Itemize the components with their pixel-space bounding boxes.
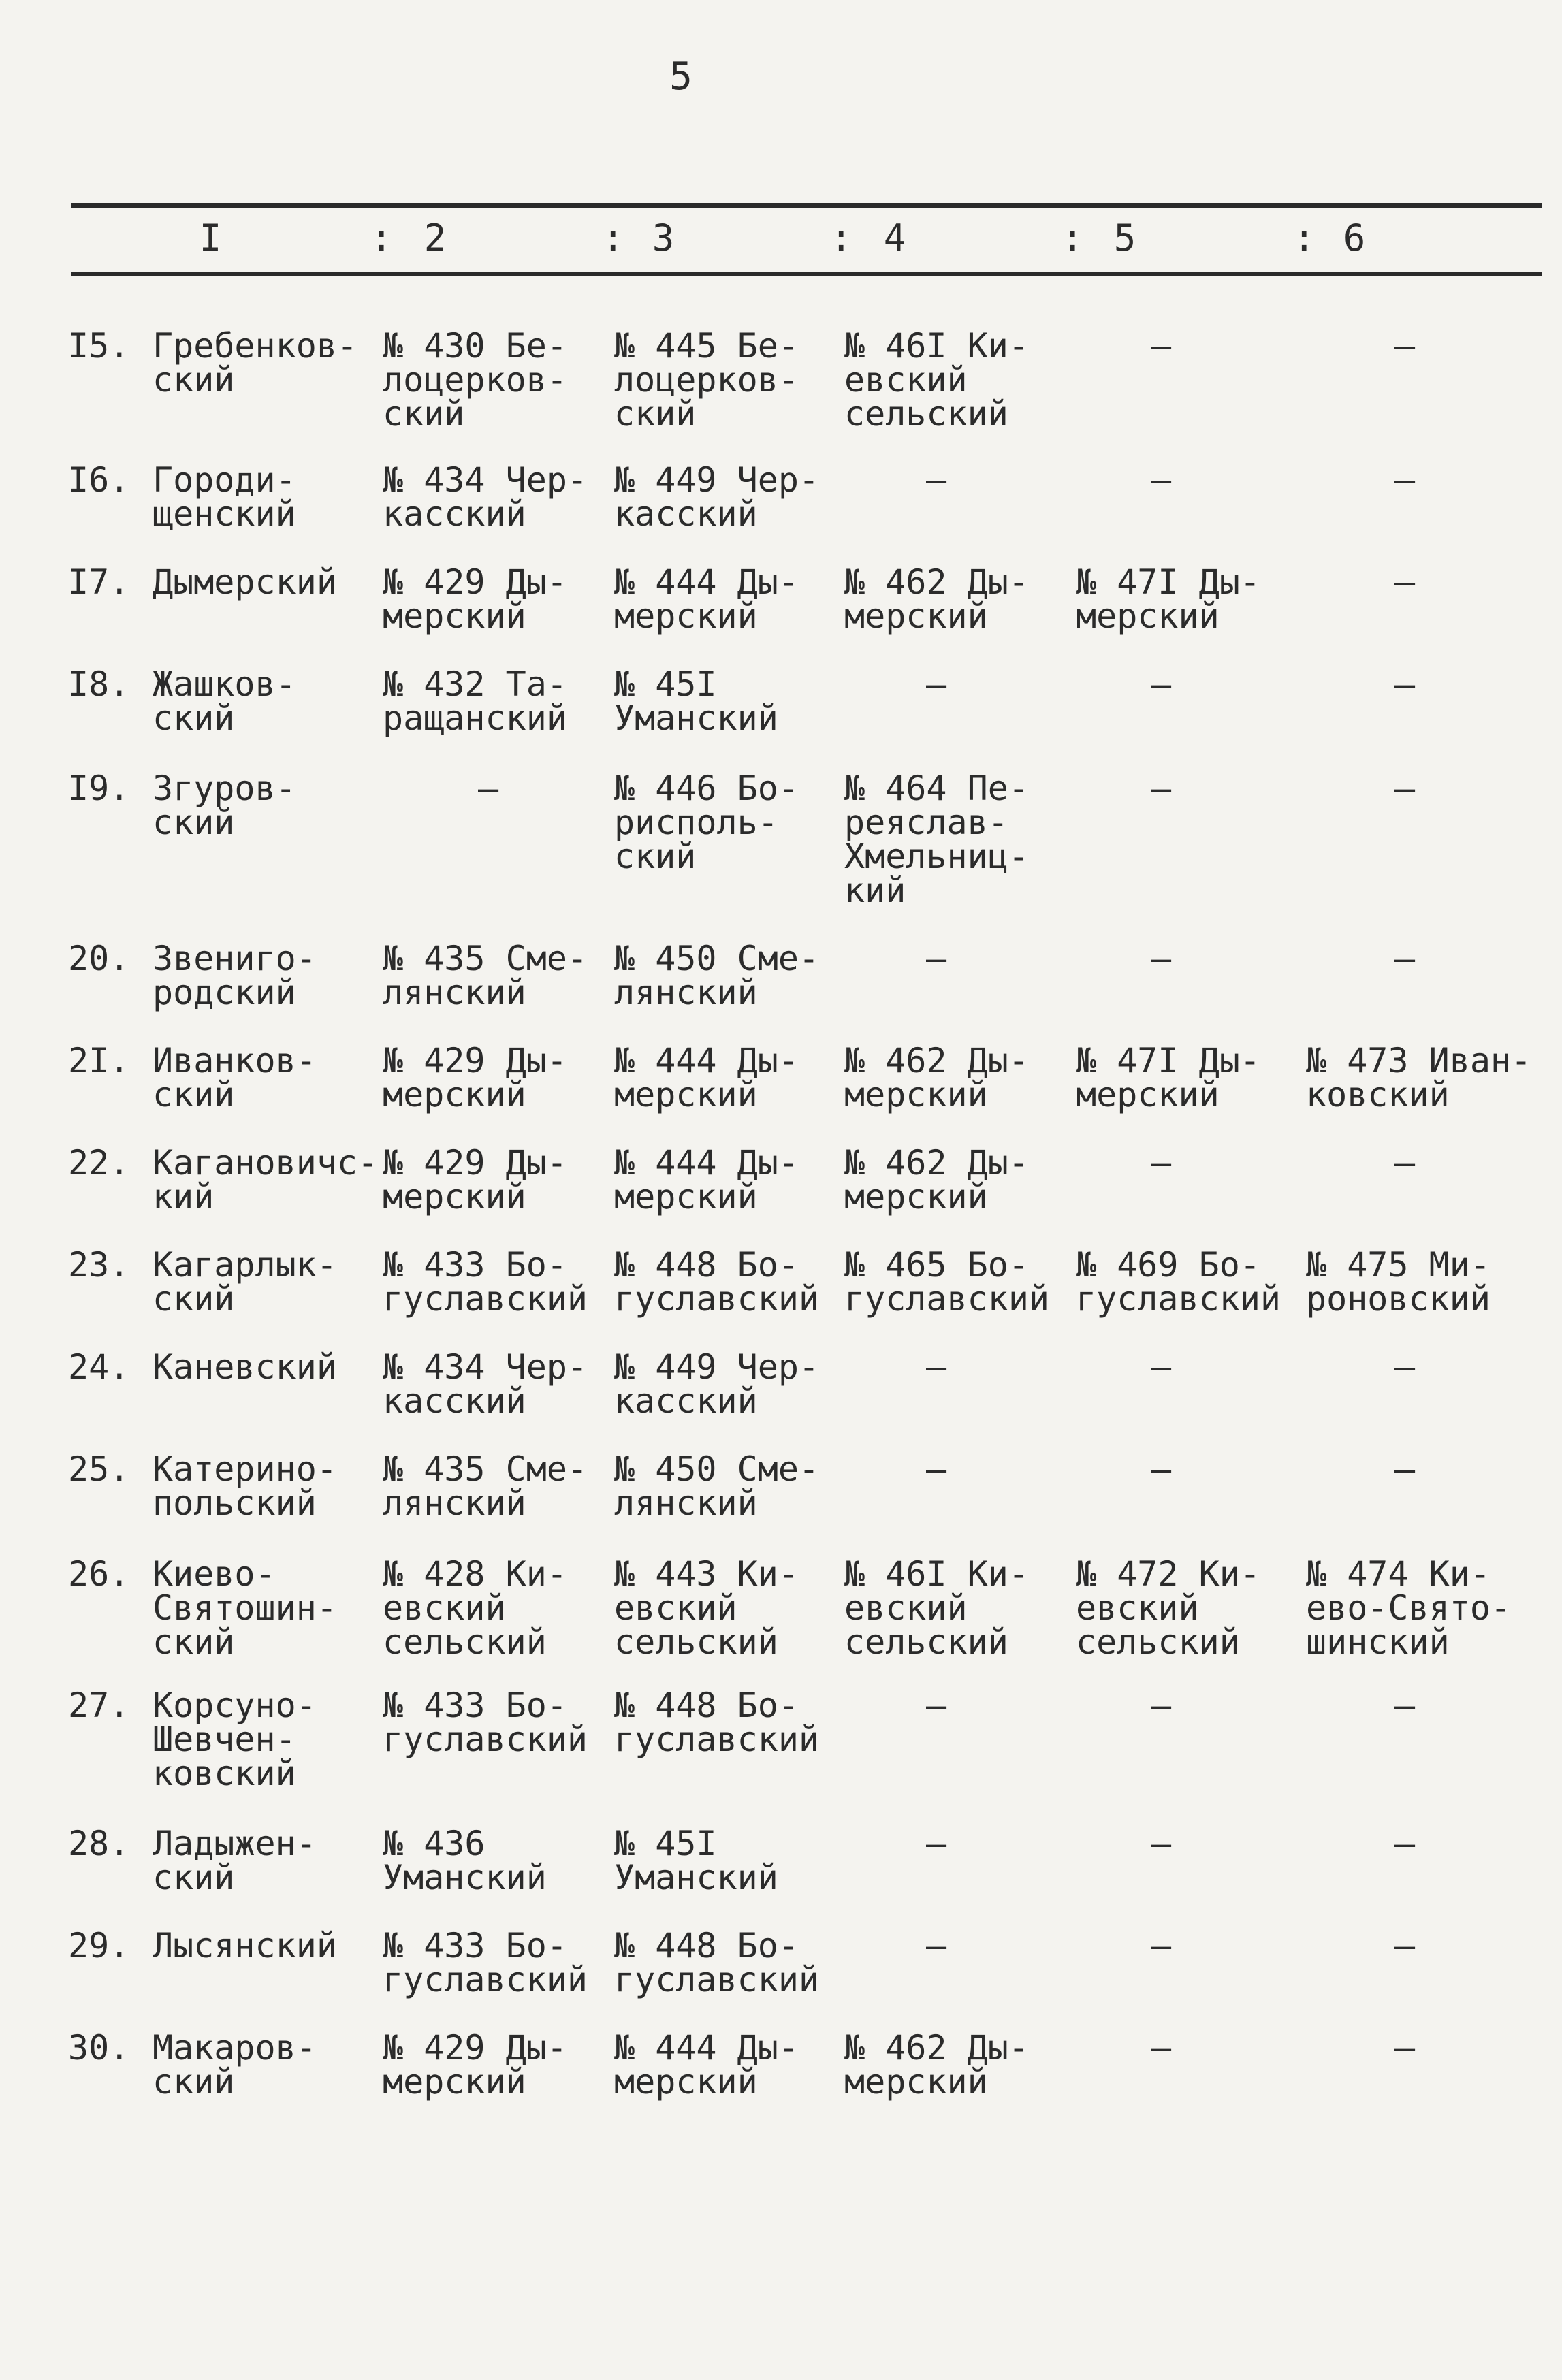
cell-col-6: – [1394, 1143, 1416, 1183]
row-number: 30. [68, 2028, 130, 2068]
district-name: Жашков- ский [153, 664, 296, 738]
district-name: Кагановичс- кий [153, 1143, 379, 1217]
cell-col-5: – [1151, 1686, 1172, 1725]
cell-col-6: – [1394, 2028, 1416, 2068]
cell-col-2: № 435 Сме- лянский [383, 939, 588, 1012]
cell-col-6: – [1394, 664, 1416, 704]
cell-col-3: № 448 Бо- гуславский [614, 1245, 820, 1319]
cell-col-5: № 47I Ды- мерский [1076, 562, 1260, 636]
cell-col-5: – [1151, 1143, 1172, 1183]
cell-col-2: № 428 Ки- евский сельский [383, 1554, 567, 1662]
cell-col-4: – [926, 664, 947, 704]
cell-col-5: № 47I Ды- мерский [1076, 1041, 1260, 1114]
district-name: Лысянский [153, 1926, 337, 1965]
row-number: 29. [68, 1926, 130, 1965]
district-name: Киево- Святошин- ский [153, 1554, 337, 1662]
cell-col-2: № 436 Уманский [383, 1824, 547, 1897]
table-top-rule [71, 203, 1542, 208]
cell-col-2: № 429 Ды- мерский [383, 1041, 567, 1114]
cell-col-2: № 433 Бо- гуславский [383, 1686, 588, 1759]
row-number: 28. [68, 1824, 130, 1863]
cell-col-4: – [926, 1347, 947, 1387]
cell-col-6: – [1394, 939, 1416, 978]
district-name: Звениго- родский [153, 939, 317, 1012]
cell-col-3: № 450 Сме- лянский [614, 1449, 820, 1523]
header-col-6: 6 [1343, 216, 1366, 259]
cell-col-4: № 46I Ки- евский сельский [844, 1554, 1029, 1662]
cell-col-2: № 434 Чер- касский [383, 1347, 588, 1421]
cell-col-2: № 429 Ды- мерский [383, 562, 567, 636]
cell-col-3: № 446 Бо- рисполь- ский [614, 769, 799, 876]
district-name: Згуров- ский [153, 769, 296, 842]
cell-col-4: – [926, 1926, 947, 1965]
cell-col-5: № 472 Ки- евский сельский [1076, 1554, 1260, 1662]
header-separator: : [1293, 216, 1316, 259]
table-header-rule [71, 272, 1542, 276]
cell-col-5: – [1151, 939, 1172, 978]
cell-col-3: № 445 Бе- лоцерков- ский [614, 326, 799, 434]
cell-col-6: – [1394, 326, 1416, 366]
cell-col-4: – [926, 1686, 947, 1725]
cell-col-3: № 443 Ки- евский сельский [614, 1554, 799, 1662]
cell-col-3: № 448 Бо- гуславский [614, 1686, 820, 1759]
row-number: I8. [68, 664, 130, 704]
row-number: 25. [68, 1449, 130, 1489]
cell-col-4: № 462 Ды- мерский [844, 2028, 1029, 2102]
cell-col-5: – [1151, 460, 1172, 500]
cell-col-2: № 429 Ды- мерский [383, 2028, 567, 2102]
cell-col-4: № 46I Ки- евский сельский [844, 326, 1029, 434]
cell-col-3: № 45I Уманский [614, 664, 778, 738]
cell-col-6: – [1394, 1686, 1416, 1725]
cell-col-4: – [926, 939, 947, 978]
cell-col-6: № 474 Ки- ево-Свято- шинский [1306, 1554, 1512, 1662]
district-name: Макаров- ский [153, 2028, 317, 2102]
page-number: 5 [669, 54, 692, 99]
cell-col-4: – [926, 1449, 947, 1489]
row-number: 20. [68, 939, 130, 978]
row-number: 24. [68, 1347, 130, 1387]
header-separator: : [830, 216, 852, 259]
row-number: 26. [68, 1554, 130, 1594]
cell-col-6: – [1394, 769, 1416, 808]
cell-col-2: № 430 Бе- лоцерков- ский [383, 326, 567, 434]
cell-col-2: № 432 Та- ращанский [383, 664, 567, 738]
row-number: I5. [68, 326, 130, 366]
header-col-5: 5 [1113, 216, 1136, 259]
cell-col-6: – [1394, 1824, 1416, 1863]
cell-col-6: № 475 Ми- роновский [1306, 1245, 1491, 1319]
district-name: Городи- щенский [153, 460, 296, 534]
header-col-4: 4 [883, 216, 906, 259]
cell-col-3: № 45I Уманский [614, 1824, 778, 1897]
cell-col-2: № 434 Чер- касский [383, 460, 588, 534]
header-separator: : [370, 216, 393, 259]
cell-col-5: – [1151, 1449, 1172, 1489]
cell-col-3: № 449 Чер- касский [614, 460, 820, 534]
cell-col-6: – [1394, 562, 1416, 602]
cell-col-2: № 435 Сме- лянский [383, 1449, 588, 1523]
cell-col-3: № 444 Ды- мерский [614, 1041, 799, 1114]
cell-col-5: – [1151, 1824, 1172, 1863]
header-col-1: I [199, 216, 222, 259]
cell-col-3: № 449 Чер- касский [614, 1347, 820, 1421]
district-name: Гребенков- ский [153, 326, 358, 400]
cell-col-5: – [1151, 326, 1172, 366]
cell-col-2: № 429 Ды- мерский [383, 1143, 567, 1217]
cell-col-6: – [1394, 1926, 1416, 1965]
header-col-3: 3 [652, 216, 675, 259]
cell-col-3: № 444 Ды- мерский [614, 1143, 799, 1217]
district-name: Корсуно- Шевчен- ковский [153, 1686, 317, 1793]
row-number: 23. [68, 1245, 130, 1285]
district-name: Кагарлык- ский [153, 1245, 337, 1319]
cell-col-4: № 464 Пе- реяслав- Хмельниц- кий [844, 769, 1029, 910]
header-col-2: 2 [424, 216, 447, 259]
cell-col-4: – [926, 460, 947, 500]
cell-col-3: № 444 Ды- мерский [614, 562, 799, 636]
row-number: I6. [68, 460, 130, 500]
row-number: 27. [68, 1686, 130, 1725]
cell-col-5: – [1151, 2028, 1172, 2068]
row-number: 2I. [68, 1041, 130, 1080]
cell-col-3: № 450 Сме- лянский [614, 939, 820, 1012]
district-name: Каневский [153, 1347, 337, 1387]
cell-col-5: – [1151, 664, 1172, 704]
district-name: Дымерский [153, 562, 337, 602]
cell-col-3: № 444 Ды- мерский [614, 2028, 799, 2102]
row-number: I9. [68, 769, 130, 808]
row-number: I7. [68, 562, 130, 602]
cell-col-2: № 433 Бо- гуславский [383, 1245, 588, 1319]
cell-col-4: № 462 Ды- мерский [844, 1143, 1029, 1217]
district-name: Иванков- ский [153, 1041, 317, 1114]
cell-col-6: № 473 Иван- ковский [1306, 1041, 1532, 1114]
row-number: 22. [68, 1143, 130, 1183]
cell-col-6: – [1394, 1449, 1416, 1489]
header-separator: : [602, 216, 624, 259]
district-name: Ладыжен- ский [153, 1824, 317, 1897]
cell-col-5: – [1151, 769, 1172, 808]
cell-col-4: № 462 Ды- мерский [844, 562, 1029, 636]
table-header [71, 216, 1542, 262]
cell-col-3: № 448 Бо- гуславский [614, 1926, 820, 1999]
header-separator: : [1062, 216, 1084, 259]
cell-col-4: № 462 Ды- мерский [844, 1041, 1029, 1114]
cell-col-6: – [1394, 1347, 1416, 1387]
cell-col-4: № 465 Бо- гуславский [844, 1245, 1050, 1319]
district-name: Катерино- польский [153, 1449, 337, 1523]
cell-col-5: – [1151, 1347, 1172, 1387]
cell-col-6: – [1394, 460, 1416, 500]
cell-col-4: – [926, 1824, 947, 1863]
cell-col-2: № 433 Бо- гуславский [383, 1926, 588, 1999]
cell-col-2: – [478, 769, 499, 808]
cell-col-5: № 469 Бо- гуславский [1076, 1245, 1281, 1319]
cell-col-5: – [1151, 1926, 1172, 1965]
